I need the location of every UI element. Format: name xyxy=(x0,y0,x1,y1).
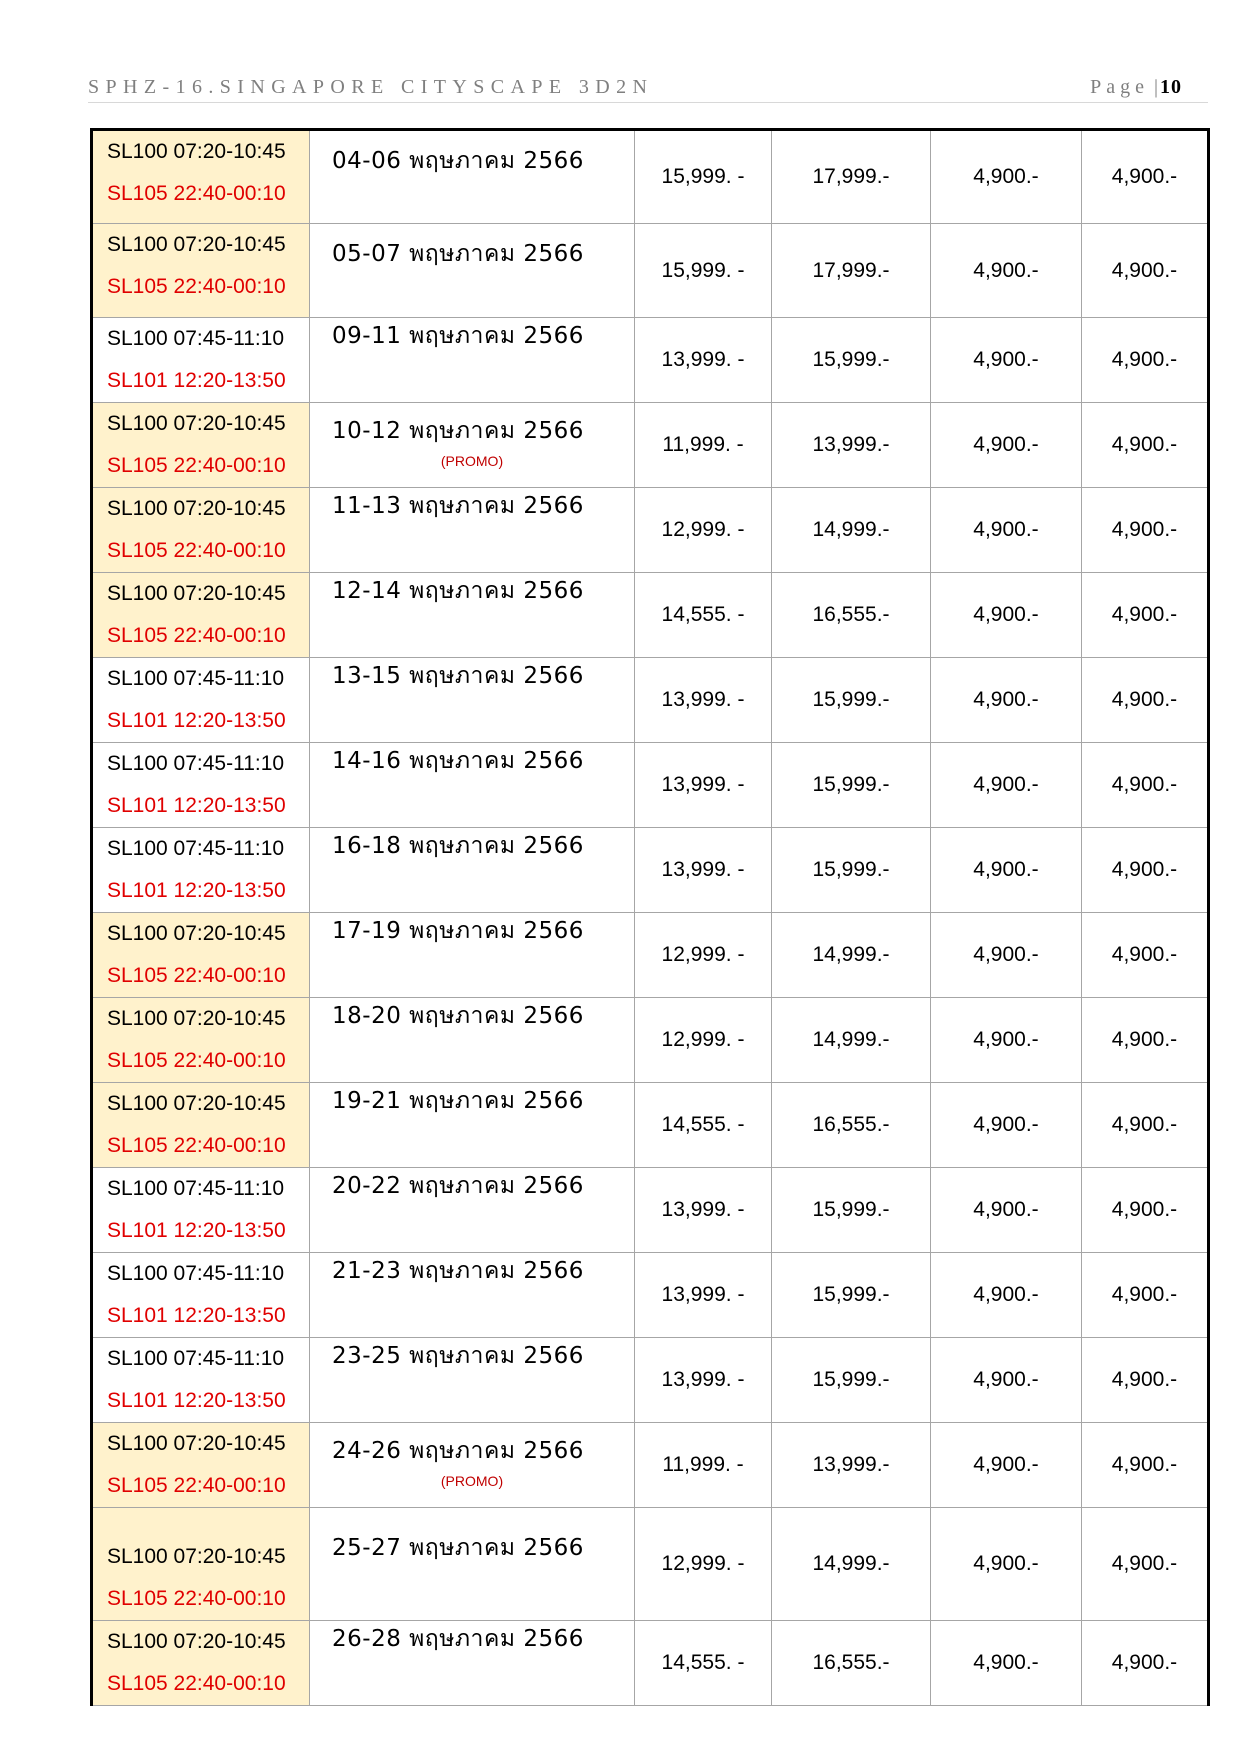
adult-price: 11,999. - xyxy=(635,1423,772,1508)
return-flight: SL105 22:40-00:10 xyxy=(107,539,286,562)
outbound-flight: SL100 07:45-11:10 xyxy=(107,1347,285,1370)
single-price: 14,999.- xyxy=(772,1508,931,1621)
return-flight: SL105 22:40-00:10 xyxy=(107,1134,286,1157)
child-price-2: 4,900.- xyxy=(1082,913,1209,998)
adult-price: 12,999. - xyxy=(635,488,772,573)
travel-dates-cell xyxy=(310,913,635,998)
flight-cell xyxy=(92,224,310,318)
flight-cell xyxy=(92,1621,310,1706)
travel-dates: 13-15 พฤษภาคม 2566 xyxy=(332,663,584,689)
flight-cell xyxy=(92,318,310,403)
travel-dates: 23-25 พฤษภาคม 2566 xyxy=(332,1343,584,1369)
return-flight: SL105 22:40-00:10 xyxy=(107,964,286,987)
table-body xyxy=(92,130,1209,1706)
return-flight: SL105 22:40-00:10 xyxy=(107,624,286,647)
child-price-1: 4,900.- xyxy=(931,658,1082,743)
single-price: 15,999.- xyxy=(772,1168,931,1253)
table-row xyxy=(92,1621,1209,1706)
table-row xyxy=(92,403,1209,488)
travel-dates: 09-11 พฤษภาคม 2566 xyxy=(332,323,584,349)
flight-cell xyxy=(92,1083,310,1168)
adult-price: 11,999. - xyxy=(635,403,772,488)
table-row xyxy=(92,998,1209,1083)
single-price: 14,999.- xyxy=(772,488,931,573)
child-price-1: 4,900.- xyxy=(931,998,1082,1083)
table-row xyxy=(92,1338,1209,1423)
table-row xyxy=(92,318,1209,403)
outbound-flight: SL100 07:20-10:45 xyxy=(107,1007,286,1030)
adult-price: 12,999. - xyxy=(635,913,772,998)
child-price-2: 4,900.- xyxy=(1082,998,1209,1083)
travel-dates: 05-07 พฤษภาคม 2566 xyxy=(332,241,584,267)
adult-price: 15,999. - xyxy=(635,224,772,318)
single-price: 16,555.- xyxy=(772,573,931,658)
return-flight: SL105 22:40-00:10 xyxy=(107,454,286,477)
child-price-2: 4,900.- xyxy=(1082,1621,1209,1706)
single-price: 15,999.- xyxy=(772,743,931,828)
return-flight: SL101 12:20-13:50 xyxy=(107,709,286,732)
child-price-2: 4,900.- xyxy=(1082,1508,1209,1621)
return-flight: SL101 12:20-13:50 xyxy=(107,1219,286,1242)
adult-price: 13,999. - xyxy=(635,658,772,743)
adult-price: 13,999. - xyxy=(635,1253,772,1338)
child-price-1: 4,900.- xyxy=(931,1423,1082,1508)
travel-dates-cell xyxy=(310,743,635,828)
travel-dates: 26-28 พฤษภาคม 2566 xyxy=(332,1626,584,1652)
single-price: 15,999.- xyxy=(772,318,931,403)
travel-dates-cell xyxy=(310,1508,635,1621)
flight-cell xyxy=(92,1508,310,1621)
flight-cell xyxy=(92,130,310,224)
outbound-flight: SL100 07:20-10:45 xyxy=(107,1630,286,1653)
table-row xyxy=(92,488,1209,573)
travel-dates: 24-26 พฤษภาคม 2566 xyxy=(332,1438,584,1464)
table-row xyxy=(92,224,1209,318)
child-price-2: 4,900.- xyxy=(1082,1253,1209,1338)
page-label: Page xyxy=(1090,76,1149,98)
travel-dates: 04-06 พฤษภาคม 2566 xyxy=(332,148,584,174)
single-price: 13,999.- xyxy=(772,1423,931,1508)
outbound-flight: SL100 07:20-10:45 xyxy=(107,922,286,945)
travel-dates-cell xyxy=(310,224,635,318)
outbound-flight: SL100 07:45-11:10 xyxy=(107,837,285,860)
travel-dates: 11-13 พฤษภาคม 2566 xyxy=(332,493,584,519)
single-price: 15,999.- xyxy=(772,1253,931,1338)
adult-price: 13,999. - xyxy=(635,828,772,913)
table-row xyxy=(92,913,1209,998)
travel-dates-cell xyxy=(310,403,635,488)
travel-dates-cell xyxy=(310,1253,635,1338)
outbound-flight: SL100 07:20-10:45 xyxy=(107,412,286,435)
child-price-2: 4,900.- xyxy=(1082,1338,1209,1423)
flight-cell xyxy=(92,998,310,1083)
single-price: 15,999.- xyxy=(772,658,931,743)
page-number: 10 xyxy=(1160,76,1182,98)
child-price-1: 4,900.- xyxy=(931,573,1082,658)
adult-price: 13,999. - xyxy=(635,318,772,403)
child-price-2: 4,900.- xyxy=(1082,488,1209,573)
travel-dates-cell xyxy=(310,488,635,573)
adult-price: 13,999. - xyxy=(635,1338,772,1423)
travel-dates-cell xyxy=(310,1621,635,1706)
single-price: 17,999.- xyxy=(772,224,931,318)
travel-dates-cell xyxy=(310,828,635,913)
return-flight: SL101 12:20-13:50 xyxy=(107,794,286,817)
child-price-1: 4,900.- xyxy=(931,828,1082,913)
flight-cell xyxy=(92,573,310,658)
travel-dates: 19-21 พฤษภาคม 2566 xyxy=(332,1088,584,1114)
child-price-2: 4,900.- xyxy=(1082,318,1209,403)
table-row xyxy=(92,743,1209,828)
adult-price: 14,555. - xyxy=(635,573,772,658)
child-price-2: 4,900.- xyxy=(1082,130,1209,224)
travel-dates-cell xyxy=(310,658,635,743)
adult-price: 12,999. - xyxy=(635,1508,772,1621)
child-price-1: 4,900.- xyxy=(931,488,1082,573)
travel-dates-cell xyxy=(310,1168,635,1253)
child-price-1: 4,900.- xyxy=(931,1621,1082,1706)
adult-price: 13,999. - xyxy=(635,1168,772,1253)
adult-price: 15,999. - xyxy=(635,130,772,224)
child-price-1: 4,900.- xyxy=(931,318,1082,403)
travel-dates-cell xyxy=(310,130,635,224)
page-separator: | xyxy=(1153,76,1158,98)
child-price-2: 4,900.- xyxy=(1082,403,1209,488)
flight-cell xyxy=(92,743,310,828)
flight-cell xyxy=(92,488,310,573)
return-flight: SL101 12:20-13:50 xyxy=(107,1304,286,1327)
single-price: 17,999.- xyxy=(772,130,931,224)
flight-cell xyxy=(92,1168,310,1253)
single-price: 14,999.- xyxy=(772,998,931,1083)
travel-dates-cell xyxy=(310,573,635,658)
return-flight: SL105 22:40-00:10 xyxy=(107,182,286,205)
outbound-flight: SL100 07:20-10:45 xyxy=(107,582,286,605)
single-price: 14,999.- xyxy=(772,913,931,998)
child-price-1: 4,900.- xyxy=(931,403,1082,488)
outbound-flight: SL100 07:20-10:45 xyxy=(107,1432,286,1455)
outbound-flight: SL100 07:45-11:10 xyxy=(107,1262,285,1285)
travel-dates: 14-16 พฤษภาคม 2566 xyxy=(332,748,584,774)
flight-cell xyxy=(92,1423,310,1508)
table-row xyxy=(92,573,1209,658)
table-row xyxy=(92,658,1209,743)
child-price-1: 4,900.- xyxy=(931,1253,1082,1338)
child-price-1: 4,900.- xyxy=(931,743,1082,828)
return-flight: SL105 22:40-00:10 xyxy=(107,275,286,298)
travel-dates: 17-19 พฤษภาคม 2566 xyxy=(332,918,584,944)
outbound-flight: SL100 07:20-10:45 xyxy=(107,233,286,256)
travel-dates-cell xyxy=(310,1338,635,1423)
return-flight: SL101 12:20-13:50 xyxy=(107,879,286,902)
page-header xyxy=(88,74,1208,103)
child-price-1: 4,900.- xyxy=(931,1508,1082,1621)
promo-label: (PROMO) xyxy=(440,1473,504,1489)
return-flight: SL101 12:20-13:50 xyxy=(107,1389,286,1412)
document-title: SPHZ-16.SINGAPORE CITYSCAPE 3D2N xyxy=(88,76,654,98)
child-price-2: 4,900.- xyxy=(1082,1423,1209,1508)
single-price: 13,999.- xyxy=(772,403,931,488)
travel-dates: 21-23 พฤษภาคม 2566 xyxy=(332,1258,584,1284)
table-row xyxy=(92,1423,1209,1508)
flight-cell xyxy=(92,1253,310,1338)
travel-dates: 12-14 พฤษภาคม 2566 xyxy=(332,578,584,604)
child-price-2: 4,900.- xyxy=(1082,1083,1209,1168)
child-price-1: 4,900.- xyxy=(931,1338,1082,1423)
page-indicator xyxy=(1090,76,1182,99)
return-flight: SL101 12:20-13:50 xyxy=(107,369,286,392)
outbound-flight: SL100 07:20-10:45 xyxy=(107,1545,286,1568)
return-flight: SL105 22:40-00:10 xyxy=(107,1672,286,1695)
outbound-flight: SL100 07:45-11:10 xyxy=(107,752,285,775)
table-row xyxy=(92,1253,1209,1338)
flight-cell xyxy=(92,403,310,488)
child-price-1: 4,900.- xyxy=(931,130,1082,224)
promo-label: (PROMO) xyxy=(440,453,504,469)
table-row xyxy=(92,130,1209,224)
return-flight: SL105 22:40-00:10 xyxy=(107,1587,286,1610)
adult-price: 12,999. - xyxy=(635,998,772,1083)
child-price-1: 4,900.- xyxy=(931,1168,1082,1253)
table-row xyxy=(92,1168,1209,1253)
flight-cell xyxy=(92,1338,310,1423)
child-price-1: 4,900.- xyxy=(931,913,1082,998)
child-price-2: 4,900.- xyxy=(1082,743,1209,828)
outbound-flight: SL100 07:45-11:10 xyxy=(107,327,285,350)
flight-cell xyxy=(92,828,310,913)
travel-dates: 18-20 พฤษภาคม 2566 xyxy=(332,1003,584,1029)
single-price: 16,555.- xyxy=(772,1621,931,1706)
single-price: 16,555.- xyxy=(772,1083,931,1168)
travel-dates: 16-18 พฤษภาคม 2566 xyxy=(332,833,584,859)
single-price: 15,999.- xyxy=(772,828,931,913)
outbound-flight: SL100 07:20-10:45 xyxy=(107,1092,286,1115)
return-flight: SL105 22:40-00:10 xyxy=(107,1049,286,1072)
child-price-2: 4,900.- xyxy=(1082,224,1209,318)
outbound-flight: SL100 07:20-10:45 xyxy=(107,497,286,520)
child-price-2: 4,900.- xyxy=(1082,828,1209,913)
adult-price: 14,555. - xyxy=(635,1083,772,1168)
tour-price-table xyxy=(90,128,1210,1706)
return-flight: SL105 22:40-00:10 xyxy=(107,1474,286,1497)
single-price: 15,999.- xyxy=(772,1338,931,1423)
child-price-2: 4,900.- xyxy=(1082,658,1209,743)
travel-dates-cell xyxy=(310,1083,635,1168)
adult-price: 14,555. - xyxy=(635,1621,772,1706)
table-row xyxy=(92,1083,1209,1168)
travel-dates: 10-12 พฤษภาคม 2566 xyxy=(332,418,584,444)
travel-dates: 20-22 พฤษภาคม 2566 xyxy=(332,1173,584,1199)
travel-dates-cell xyxy=(310,1423,635,1508)
child-price-2: 4,900.- xyxy=(1082,573,1209,658)
travel-dates: 25-27 พฤษภาคม 2566 xyxy=(332,1535,584,1561)
travel-dates-cell xyxy=(310,318,635,403)
child-price-1: 4,900.- xyxy=(931,1083,1082,1168)
child-price-2: 4,900.- xyxy=(1082,1168,1209,1253)
table-row xyxy=(92,1508,1209,1621)
outbound-flight: SL100 07:45-11:10 xyxy=(107,1177,285,1200)
flight-cell xyxy=(92,658,310,743)
table-row xyxy=(92,828,1209,913)
outbound-flight: SL100 07:20-10:45 xyxy=(107,140,286,163)
adult-price: 13,999. - xyxy=(635,743,772,828)
travel-dates-cell xyxy=(310,998,635,1083)
outbound-flight: SL100 07:45-11:10 xyxy=(107,667,285,690)
child-price-1: 4,900.- xyxy=(931,224,1082,318)
flight-cell xyxy=(92,913,310,998)
